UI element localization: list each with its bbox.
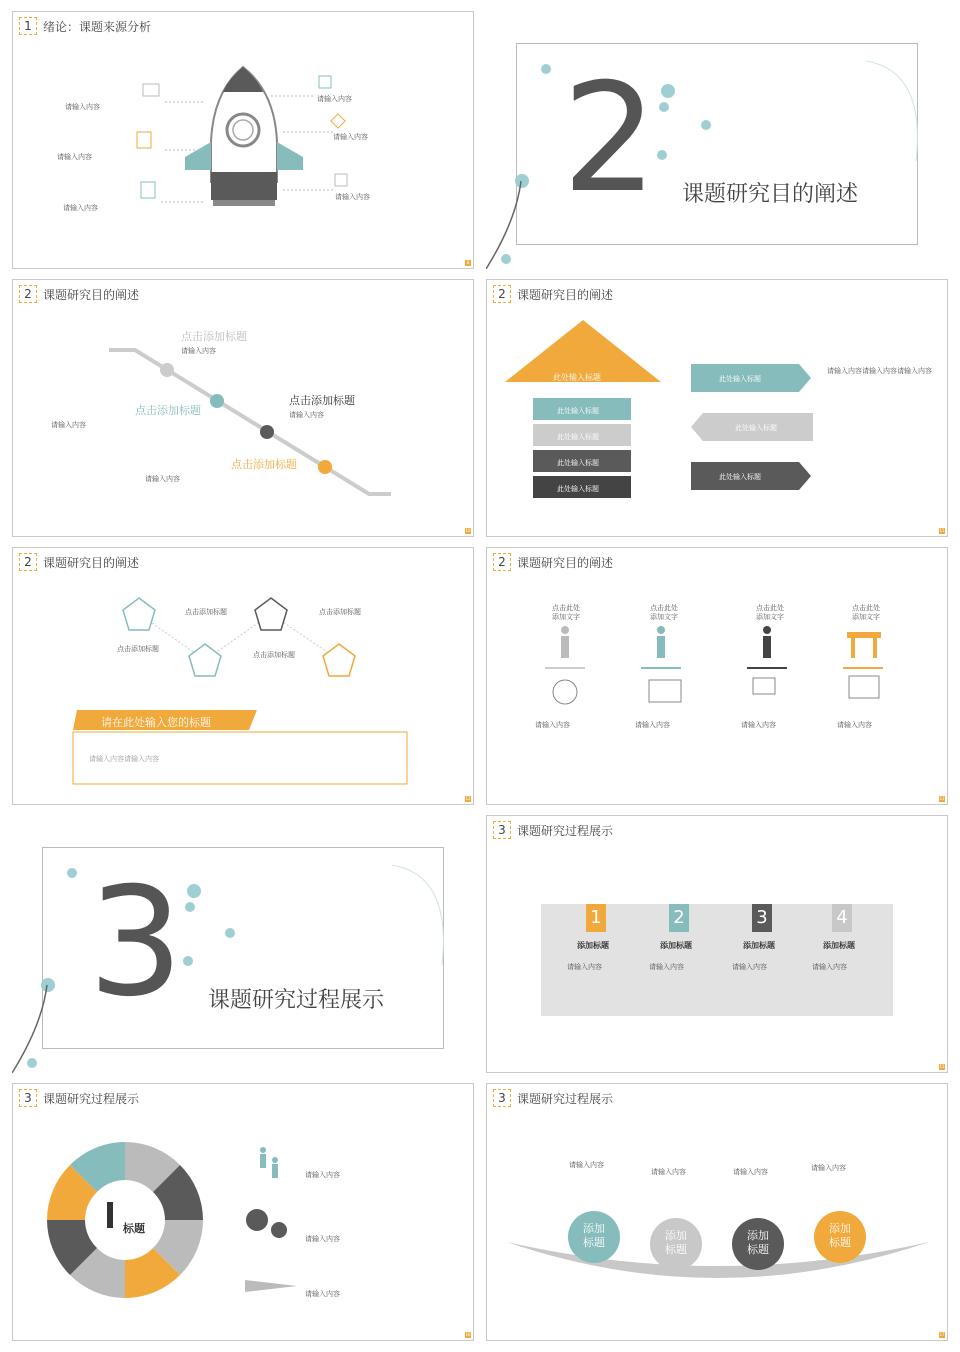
text-placeholder: 请输入内容 — [569, 1161, 604, 1169]
step-number: 1 — [586, 904, 606, 932]
section-title: 课题研究目的阐述 — [682, 182, 859, 207]
text-placeholder: 请输入内容 — [567, 963, 602, 971]
text-placeholder: 请输入内容 — [733, 1168, 768, 1176]
slide-title: 绪论：课题来源分析 — [43, 19, 152, 34]
text-placeholder: 请输入内容 — [333, 133, 368, 141]
step-title: 添加标题 — [743, 941, 775, 950]
slide-title: 课题研究过程展示 — [43, 1091, 140, 1106]
section-number: 3 — [493, 821, 511, 839]
pentagon-chain — [13, 548, 474, 805]
slide-5[interactable] — [12, 547, 474, 805]
bar-label: 此处输入标题 — [557, 433, 599, 441]
step-number: 2 — [669, 904, 689, 932]
text-placeholder: 请输入内容 — [635, 721, 670, 729]
step-number: 3 — [752, 904, 772, 932]
slide-title: 课题研究过程展示 — [517, 1091, 614, 1106]
click-title: 点击添加标题 — [135, 404, 201, 417]
step-title: 添加标题 — [823, 941, 855, 950]
section-number: 2 — [19, 553, 37, 571]
section-big-number: 3 — [88, 856, 184, 1030]
text-placeholder: 请输入内容 — [335, 193, 370, 201]
section-title: 课题研究过程展示 — [208, 988, 385, 1013]
tag-label: 此处输入标题 — [719, 473, 761, 481]
text-placeholder: 请输入内容 — [57, 153, 92, 161]
click-title: 点击添加标题 — [231, 458, 297, 471]
page-number: 17 — [939, 1332, 945, 1337]
floral-decoration — [486, 11, 948, 269]
text-placeholder: 请输入内容 — [811, 1164, 846, 1172]
slide-10[interactable] — [486, 1083, 948, 1341]
click-text: 点击此处添加文字 — [852, 604, 880, 621]
circle-title: 添加标题 — [583, 1222, 605, 1249]
section-number: 1 — [19, 17, 37, 35]
page-number: 12 — [465, 796, 471, 801]
slide-title: 课题研究目的阐述 — [517, 555, 614, 570]
section-number: 3 — [493, 1089, 511, 1107]
text-placeholder: 请输入内容 — [63, 204, 98, 212]
click-title: 点击添加标题 — [185, 608, 227, 616]
step-title: 添加标题 — [577, 941, 609, 950]
text-placeholder: 请输入内容 — [741, 721, 776, 729]
step-number: 4 — [832, 904, 852, 932]
slide-header — [493, 821, 613, 839]
click-text: 点击此处添加文字 — [650, 604, 678, 621]
section-number: 3 — [19, 1089, 37, 1107]
text-placeholder: 请输入内容 — [289, 411, 324, 419]
text-placeholder: 请输入内容 — [305, 1235, 340, 1243]
text-placeholder: 请输入内容请输入内容 — [89, 755, 159, 763]
page-number: 8 — [466, 260, 470, 265]
bar-label: 此处输入标题 — [557, 459, 599, 467]
slide-title: 课题研究目的阐述 — [43, 287, 140, 302]
text-placeholder: 请输入内容 — [65, 103, 100, 111]
step-title: 添加标题 — [660, 941, 692, 950]
text-placeholder: 请输入内容 — [837, 721, 872, 729]
circle-title: 添加标题 — [829, 1222, 851, 1249]
slide-1[interactable] — [12, 11, 474, 269]
banner-title: 请在此处输入您的标题 — [101, 716, 211, 729]
slide-title: 课题研究目的阐述 — [517, 287, 614, 302]
slide-3[interactable] — [12, 279, 474, 537]
wheel-center-title: 标题 — [123, 1222, 145, 1235]
text-placeholder: 请输入内容 — [305, 1290, 340, 1298]
circle-title: 添加标题 — [747, 1229, 769, 1256]
section-big-number: 2 — [562, 52, 658, 226]
click-text: 点击此处添加文字 — [552, 604, 580, 621]
arc-bowl — [487, 1084, 948, 1341]
click-title: 点击添加标题 — [319, 608, 361, 616]
cycle-wheel — [13, 1084, 474, 1341]
section-number: 2 — [493, 553, 511, 571]
people-icons — [487, 548, 948, 805]
click-title: 点击添加标题 — [117, 645, 159, 653]
slide-8[interactable] — [486, 815, 948, 1073]
text-placeholder: 请输入内容 — [317, 95, 352, 103]
click-text: 点击此处添加文字 — [756, 604, 784, 621]
slide-9[interactable] — [12, 1083, 474, 1341]
floral-decoration — [12, 815, 474, 1073]
page-number: 10 — [465, 528, 471, 533]
slide-7[interactable] — [12, 815, 474, 1073]
slide-2[interactable] — [486, 11, 948, 269]
circle-title: 添加标题 — [665, 1229, 687, 1256]
text-placeholder: 请输入内容 — [51, 421, 86, 429]
text-placeholder: 请输入内容 — [651, 1168, 686, 1176]
slide-6[interactable] — [486, 547, 948, 805]
slide-title: 课题研究目的阐述 — [43, 555, 140, 570]
click-title: 点击添加标题 — [181, 330, 247, 343]
diagonal-timeline — [13, 280, 474, 537]
slide-title: 课题研究过程展示 — [517, 823, 614, 838]
section-number: 2 — [493, 285, 511, 303]
text-placeholder: 请输入内容 — [649, 963, 684, 971]
text-placeholder: 请输入内容 — [181, 347, 216, 355]
text-placeholder: 请输入内容 — [732, 963, 767, 971]
page-number: 16 — [465, 1332, 471, 1337]
page-number: 11 — [939, 528, 945, 533]
text-placeholder: 请输入内容 — [535, 721, 570, 729]
bar-label: 此处输入标题 — [557, 485, 599, 493]
tag-label: 此处输入标题 — [719, 375, 761, 383]
text-placeholder: 请输入内容 — [305, 1171, 340, 1179]
click-title: 点击添加标题 — [253, 651, 295, 659]
arrow-label: 此处输入标题 — [553, 373, 601, 382]
slide-4[interactable] — [486, 279, 948, 537]
text-placeholder: 请输入内容 — [812, 963, 847, 971]
bar-label: 此处输入标题 — [557, 407, 599, 415]
click-title: 点击添加标题 — [289, 394, 355, 407]
page-number: 15 — [939, 1064, 945, 1069]
section-number: 2 — [19, 285, 37, 303]
rocket-graphic — [13, 12, 474, 269]
text-placeholder: 请输入内容请输入内容请输入内容 — [827, 367, 932, 375]
text-placeholder: 请输入内容 — [145, 475, 180, 483]
page-number: 13 — [939, 796, 945, 801]
tag-label: 此处输入标题 — [735, 424, 777, 432]
